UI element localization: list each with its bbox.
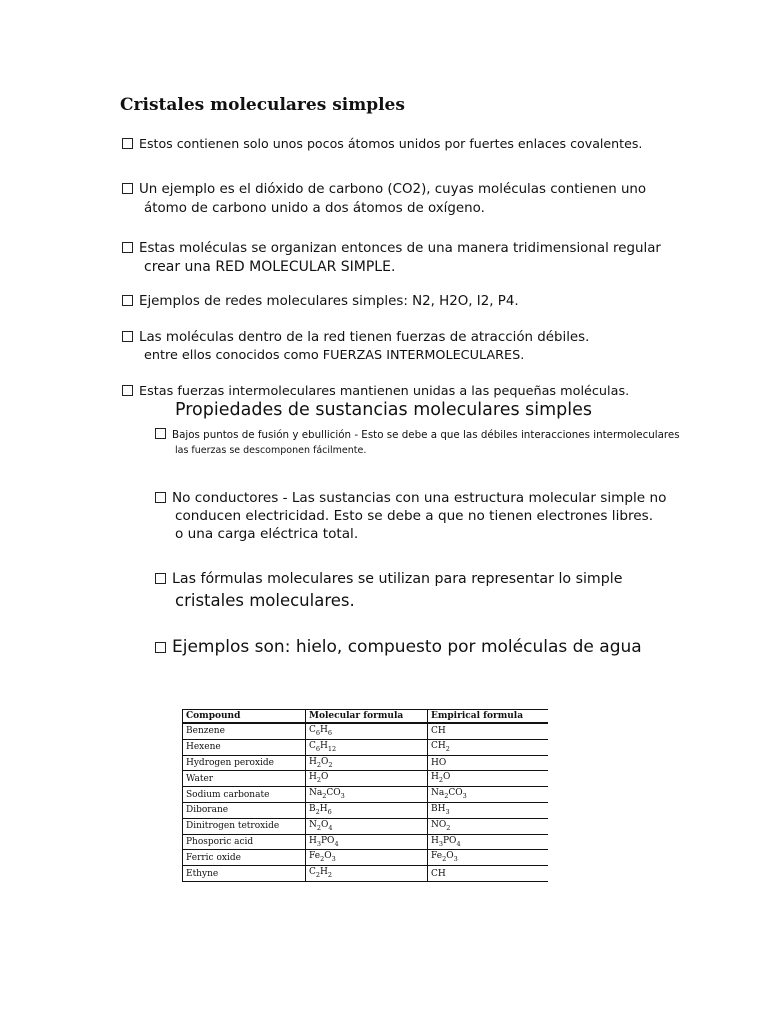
bullet-2-line-2: átomo de carbono unido a dos átomos de oxígeno. xyxy=(144,201,485,216)
table-row xyxy=(183,739,549,755)
bullet-1 xyxy=(122,134,642,153)
table-row xyxy=(183,818,549,834)
cell-molecular-formula: $C_2H_2$ xyxy=(306,866,428,882)
bullet-3-line-1: Estas moléculas se organizan entonces de una manera tridimensional regular xyxy=(139,241,661,256)
cell-compound: Ferric oxide xyxy=(183,850,306,866)
table-body xyxy=(183,723,549,881)
property-3-line-2: cristales moleculares. xyxy=(175,591,355,610)
checkbox-bullet-icon xyxy=(122,183,133,194)
bullet-5 xyxy=(122,328,589,364)
header-molecular-formula: Molecular formula xyxy=(306,710,428,724)
bullet-2-line-1: Un ejemplo es el dióxido de carbono (CO2), cuyas moléculas contienen uno xyxy=(139,182,647,197)
bullet-5-line-2: entre ellos conocidos como FUERZAS INTERMOLECULARES. xyxy=(144,348,525,363)
cell-empirical-formula: $Fe_2O_3$ xyxy=(428,850,549,866)
cell-molecular-formula: $Fe_2O_3$ xyxy=(306,850,428,866)
checkbox-bullet-icon xyxy=(122,331,133,342)
table-row xyxy=(183,723,549,739)
bullet-3 xyxy=(122,239,661,277)
cell-empirical-formula: $BH_3$ xyxy=(428,802,549,818)
header-empirical-formula: Empirical formula xyxy=(428,710,549,724)
property-3-line-1: Las fórmulas moleculares se utilizan para representar lo simple xyxy=(172,571,623,587)
cell-compound: Hexene xyxy=(183,739,306,755)
property-1-line-1: Bajos puntos de fusión y ebullición - Esto se debe a que las débiles interacciones intermoleculares xyxy=(172,429,680,441)
checkbox-bullet-icon xyxy=(122,242,133,253)
cell-compound: Dinitrogen tetroxide xyxy=(183,818,306,834)
cell-molecular-formula: $C_6H_{12}$ xyxy=(306,739,428,755)
cell-compound: Sodium carbonate xyxy=(183,787,306,803)
cell-molecular-formula: $N_2O_4$ xyxy=(306,818,428,834)
cell-compound: Phosporic acid xyxy=(183,834,306,850)
cell-molecular-formula: $H_2O_2$ xyxy=(306,755,428,771)
cell-empirical-formula: CH xyxy=(428,723,549,739)
cell-empirical-formula: $CH_2$ xyxy=(428,739,549,755)
cell-empirical-formula: HO xyxy=(428,755,549,771)
cell-molecular-formula: $H_2O$ xyxy=(306,771,428,787)
table-row xyxy=(183,787,549,803)
cell-empirical-formula: $H_2O$ xyxy=(428,771,549,787)
table-row xyxy=(183,802,549,818)
checkbox-bullet-icon xyxy=(122,295,133,306)
bullet-4-line-1: Ejemplos de redes moleculares simples: N2, H2O, I2, P4. xyxy=(139,294,519,309)
cell-molecular-formula: $H_3PO_4$ xyxy=(306,834,428,850)
cell-compound: Water xyxy=(183,771,306,787)
property-2-line-2: conducen electricidad. Esto se debe a que no tienen electrones libres. xyxy=(175,508,654,524)
property-4 xyxy=(155,638,642,657)
checkbox-bullet-icon xyxy=(155,642,166,653)
checkbox-bullet-icon xyxy=(155,573,166,584)
table-row xyxy=(183,755,549,771)
formula-table xyxy=(182,709,548,882)
cell-compound: Diborane xyxy=(183,802,306,818)
checkbox-bullet-icon xyxy=(122,138,133,149)
bullet-6 xyxy=(122,382,629,401)
cell-empirical-formula: $NO_2$ xyxy=(428,818,549,834)
table-row xyxy=(183,850,549,866)
cell-empirical-formula: $H_3PO_4$ xyxy=(428,834,549,850)
property-1 xyxy=(155,428,680,458)
bullet-6-line-1: Estas fuerzas intermoleculares mantienen unidas a las pequeñas moléculas. xyxy=(139,384,630,399)
property-3 xyxy=(155,568,622,612)
table-row xyxy=(183,834,549,850)
bullet-5-line-1: Las moléculas dentro de la red tienen fuerzas de atracción débiles. xyxy=(139,330,590,345)
cell-empirical-formula: $Na_2CO_3$ xyxy=(428,787,549,803)
table-header-row xyxy=(183,710,549,724)
cell-compound: Ethyne xyxy=(183,866,306,882)
property-2-line-3: o una carga eléctrica total. xyxy=(175,526,359,542)
checkbox-bullet-icon xyxy=(122,385,133,396)
table-row xyxy=(183,771,549,787)
header-compound: Compound xyxy=(183,710,306,724)
bullet-3-line-2: crear una RED MOLECULAR SIMPLE. xyxy=(144,259,396,275)
property-1-line-2: las fuerzas se descomponen fácilmente. xyxy=(175,445,367,456)
cell-compound: Benzene xyxy=(183,723,306,739)
property-2 xyxy=(155,489,666,543)
cell-molecular-formula: $B_2H_6$ xyxy=(306,802,428,818)
checkbox-bullet-icon xyxy=(155,492,166,503)
section-subtitle: Propiedades de sustancias moleculares simples xyxy=(175,400,593,420)
property-2-line-1: No conductores - Las sustancias con una estructura molecular simple no xyxy=(172,490,667,506)
checkbox-bullet-icon xyxy=(155,428,166,439)
cell-empirical-formula: CH xyxy=(428,866,549,882)
cell-molecular-formula: $C_6H_6$ xyxy=(306,723,428,739)
bullet-4 xyxy=(122,292,519,311)
cell-molecular-formula: $Na_2CO_3$ xyxy=(306,787,428,803)
bullet-2 xyxy=(122,180,646,218)
page-title: Cristales moleculares simples xyxy=(120,95,405,115)
bullet-1-line-1: Estos contienen solo unos pocos átomos unidos por fuertes enlaces covalentes. xyxy=(139,136,643,151)
cell-compound: Hydrogen peroxide xyxy=(183,755,306,771)
property-4-line-1: Ejemplos son: hielo, compuesto por moléculas de agua xyxy=(172,637,642,657)
table-row xyxy=(183,866,549,882)
